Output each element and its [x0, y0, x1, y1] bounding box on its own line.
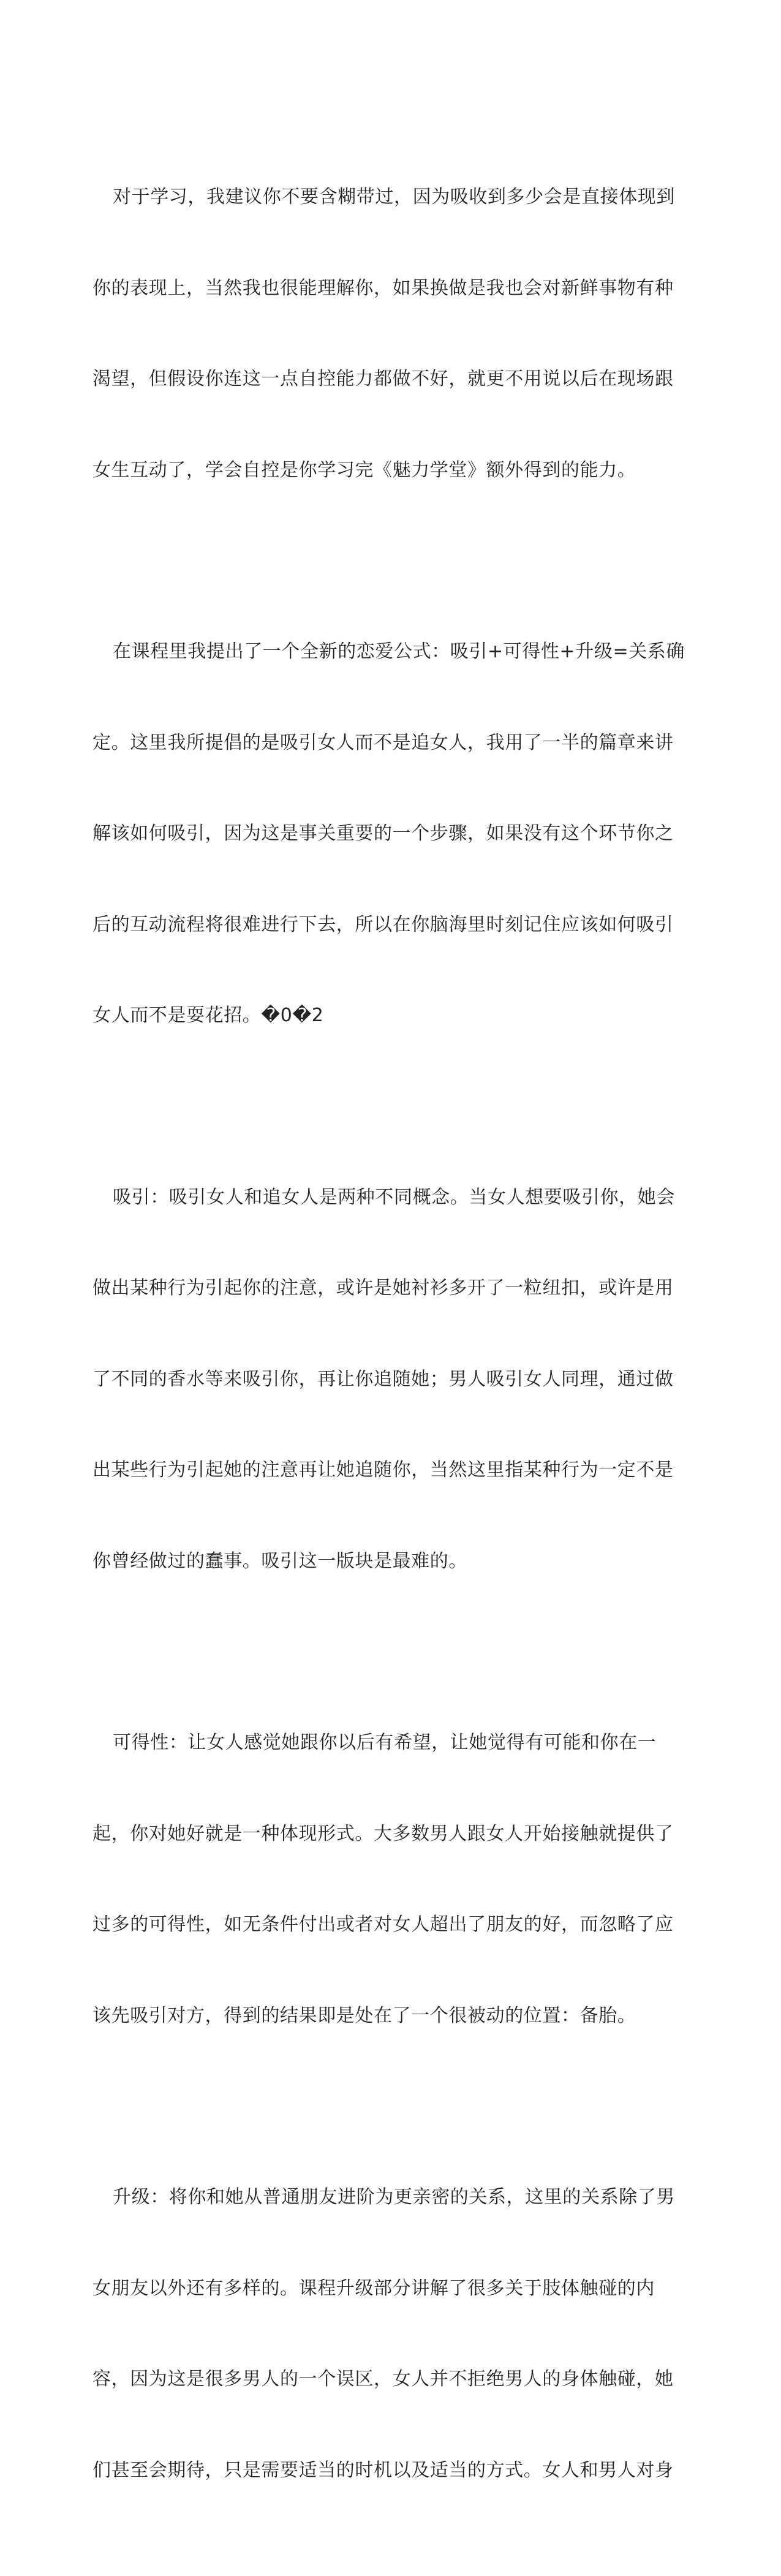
paragraph-escalation	[92, 2121, 693, 2546]
text-line: 了不同的香水等来吸引你，再让你追随她；男人吸引女人同理，通过做	[92, 1368, 674, 1390]
text-line: 对于学习，我建议你不要含糊带过，因为吸收到多少会是直接体现到	[113, 186, 675, 208]
text-line: 升级：将你和她从普通朋友进阶为更亲密的关系，这里的关系除了男	[113, 2186, 675, 2208]
paragraph-attraction	[92, 1122, 693, 1637]
text-line: 你曾经做过的蠢事。吸引这一版块是最难的。	[92, 1550, 467, 1572]
text-line: 该先吸引对方，得到的结果即是处在了一个很被动的位置：备胎。	[92, 2004, 636, 2026]
text-line: 做出某种行为引起你的注意，或许是她衬衫多开了一粒纽扣，或许是用	[92, 1277, 674, 1299]
text-line: 渴望，但假设你连这一点自控能力都做不好，就更不用说以后在现场跟	[92, 368, 674, 390]
text-line: 在课程里我提出了一个全新的恋爱公式：吸引+可得性+升级=关系确	[113, 641, 685, 662]
paragraph-study-advice	[92, 121, 693, 546]
text-line: 容，因为这是很多男人的一个误区，女人并不拒绝男人的身体触碰，她	[92, 2368, 674, 2390]
paragraph-love-formula	[92, 576, 693, 1092]
document-body	[92, 121, 693, 2576]
text-line: 可得性：让女人感觉她跟你以后有希望，让她觉得有可能和你在一	[113, 1732, 657, 1753]
text-line: 解该如何吸引，因为这是事关重要的一个步骤，如果没有这个环节你之	[92, 823, 674, 844]
text-line: 女朋友以外还有多样的。课程升级部分讲解了很多关于肢体触碰的内	[92, 2277, 655, 2299]
text-line: 女生互动了，学会自控是你学习完《魅力学堂》额外得到的能力。	[92, 459, 636, 481]
text-line: 们甚至会期待，只是需要适当的时机以及适当的方式。女人和男人对身	[92, 2459, 674, 2481]
text-line: 定。这里我所提倡的是吸引女人而不是追女人，我用了一半的篇章来讲	[92, 731, 674, 754]
text-line: 女人而不是耍花招。�0�2	[92, 1005, 324, 1026]
paragraph-availability	[92, 1667, 693, 2091]
text-line: 出某些行为引起她的注意再让她追随你，当然这里指某种行为一定不是	[92, 1459, 674, 1481]
text-line: 吸引：吸引女人和追女人是两种不同概念。当女人想要吸引你，她会	[113, 1186, 675, 1208]
text-line: 过多的可得性，如无条件付出或者对女人超出了朋友的好，而忽略了应	[92, 1914, 674, 1935]
text-line: 你的表现上，当然我也很能理解你，如果换做是我也会对新鲜事物有种	[92, 277, 674, 299]
text-line: 起，你对她好就是一种体现形式。大多数男人跟女人开始接触就提供了	[92, 1822, 674, 1845]
text-line: 后的互动流程将很难进行下去，所以在你脑海里时刻记住应该如何吸引	[92, 913, 674, 935]
